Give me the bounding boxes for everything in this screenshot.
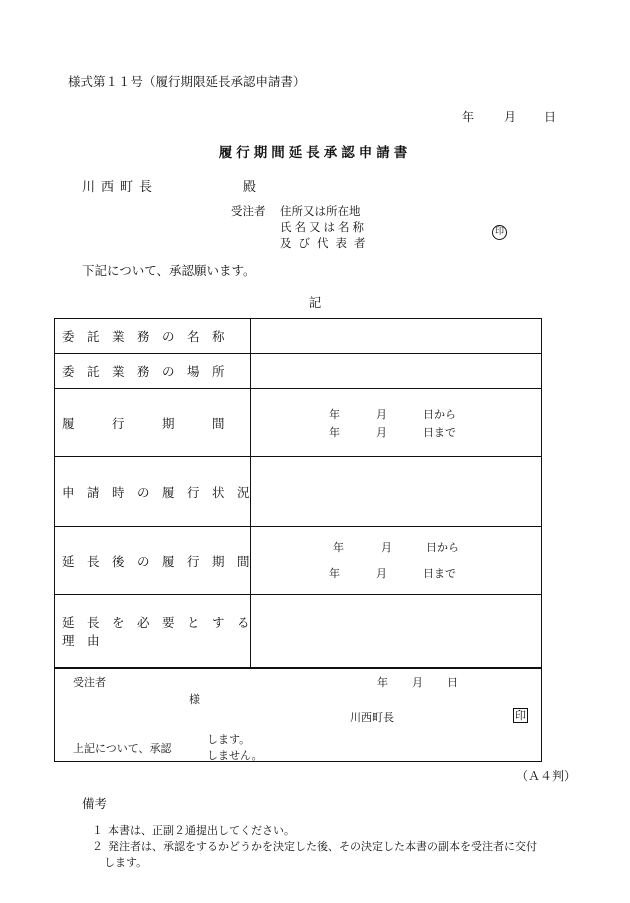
extended-to-day: 日まで — [423, 567, 456, 580]
contractor-name-label: 氏名又は名称 — [280, 220, 367, 234]
approval-date-month: 月 — [412, 676, 423, 689]
task-location-field[interactable] — [251, 354, 541, 388]
approval-mayor: 川西町長 — [350, 711, 394, 724]
addressee-honorific: 殿 — [243, 180, 257, 195]
label-performance-period: 履 行 期 間 — [55, 389, 251, 456]
approval-date-year: 年 — [377, 676, 388, 689]
approval-option-no[interactable]: しません。 — [207, 749, 263, 762]
date-day: 日 — [544, 110, 557, 124]
contractor-label: 受注者 — [231, 204, 266, 218]
mayor-seal-icon: 印 — [515, 709, 526, 722]
note-1-text: 本書は、正副２通提出してください。 — [108, 824, 295, 837]
table-row-extended-period — [55, 527, 541, 595]
period-from-day: 日から — [423, 408, 456, 421]
table-row-extension-reason — [55, 595, 541, 667]
note-2-text: 発注者は、承認をするかどうかを決定した後、その決定した本書の副本を受注者に交付 — [108, 840, 537, 853]
approval-text: 上記について、承認 — [73, 742, 172, 755]
approval-option-yes[interactable]: します。 — [207, 733, 251, 746]
contractor-address-label: 住所又は所在地 — [280, 204, 361, 218]
notes-title: 備考 — [82, 796, 108, 811]
extended-period-field[interactable] — [251, 527, 541, 594]
extended-to-year: 年 — [329, 567, 340, 580]
note-2-number: ２ — [92, 840, 103, 853]
performance-period-field[interactable] — [251, 389, 541, 456]
period-to-day: 日まで — [423, 426, 456, 439]
contractor-representative-label: 及び代表者 — [280, 236, 373, 250]
date-year: 年 — [462, 110, 475, 124]
period-to-month: 月 — [376, 426, 387, 439]
approval-section — [55, 667, 541, 763]
form-number: 様式第１１号（履行期限延長承認申請書） — [68, 74, 306, 89]
table-row-current-status — [55, 457, 541, 527]
label-task-name: 委 託 業 務 の 名 称 — [55, 319, 251, 353]
task-name-field[interactable] — [251, 319, 541, 353]
paper-size: （Ａ４判） — [516, 769, 577, 783]
extension-reason-field[interactable] — [251, 595, 541, 667]
label-task-location: 委 託 業 務 の 場 所 — [55, 354, 251, 388]
label-extension-reason: 延 長 を 必 要 と す る 理 由 — [55, 595, 251, 667]
table-row-task-location — [55, 354, 541, 389]
approval-sama: 様 — [189, 693, 200, 706]
extended-from-year: 年 — [333, 541, 344, 554]
request-text: 下記について、承認願います。 — [82, 263, 256, 278]
ki-heading: 記 — [308, 295, 322, 310]
addressee-name: 川西町長 — [82, 180, 159, 195]
note-1-number: １ — [92, 824, 103, 837]
label-current-status: 申 請 時 の 履 行 状 況 — [55, 457, 251, 526]
note-2-continuation: します。 — [104, 856, 148, 869]
current-status-field[interactable] — [251, 457, 541, 526]
approval-date-day: 日 — [447, 676, 458, 689]
label-extended-period: 延 長 後 の 履 行 期 間 — [55, 527, 251, 594]
period-from-year: 年 — [329, 408, 340, 421]
application-form-table — [54, 318, 542, 762]
extended-from-day: 日から — [426, 541, 459, 554]
period-from-month: 月 — [376, 408, 387, 421]
approval-contractor-label: 受注者 — [73, 676, 106, 689]
period-to-year: 年 — [329, 426, 340, 439]
seal-icon: 印 — [492, 225, 507, 240]
document-title: 履行期間延長承認申請書 — [218, 145, 412, 161]
table-row-task-name — [55, 319, 541, 354]
table-row-performance-period — [55, 389, 541, 457]
date-month: 月 — [504, 110, 517, 124]
extended-from-month: 月 — [381, 541, 392, 554]
extended-to-month: 月 — [376, 567, 387, 580]
